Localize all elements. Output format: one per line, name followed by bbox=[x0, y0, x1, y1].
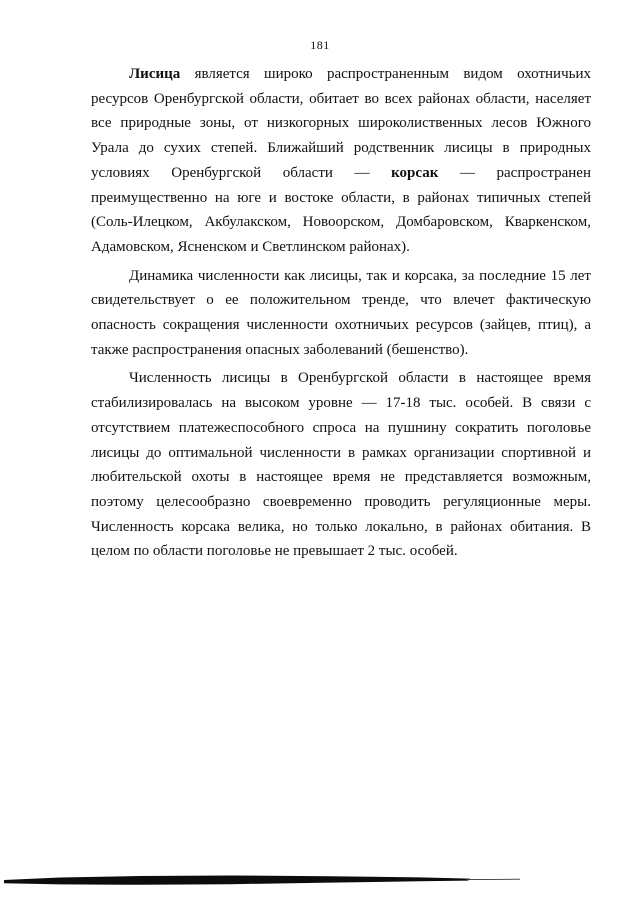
document-body bbox=[91, 62, 591, 568]
scan-edge-line bbox=[0, 860, 640, 890]
term-fox: Лисица bbox=[129, 66, 181, 82]
term-korsak: корсак bbox=[391, 164, 439, 181]
paragraph-fox-overview bbox=[91, 62, 591, 260]
page-number: 181 bbox=[310, 38, 330, 52]
paragraph-fox-numbers: Численность лисицы в Оренбургской области в настоящее время стабилизировалась на высоком уровне — 17-18 тыс. особей. В связи с отсутствием платежеспособного спроса на пушнину сократить поголовье лисицы до оптимальной численности в рамках организации спортивной и любительской охоты в настоящее время не представляется возможным, поэтому целесообразно своевременно проводить регуляционные меры. Численность корсака велика, но только локально, в районах обитания. В целом по области поголовье не превышает 2 тыс. особей. bbox=[91, 370, 591, 560]
paragraph-fox-overview-text-2: — распространен преимущественно на юге и востоке области, в районах типичных степей (Соль-Илецком, Акбулакском, Новоорском, Домбаровском, Кваркенском, Адамовском, Ясненском и Светлинском районах). bbox=[91, 164, 591, 255]
paragraph-fox-overview-text-1: является широко распространенным видом охотничьих ресурсов Оренбургской области, обитает во всех районах области, населяет все природные зоны, от низкогорных широколиственных лесов Южного Урала до сухих степей. Ближайший родственник лисицы в природных условиях Оренбургской области — bbox=[91, 66, 591, 181]
paragraph-population-dynamics: Динамика численности как лисицы, так и корсака, за последние 15 лет свидетельствует о ее положительном тренде, что влечет фактическую опасность сокращения численности охотничьих ресурсов (зайцев, птиц), а также распространения опасных заболеваний (бешенство). bbox=[91, 267, 591, 358]
